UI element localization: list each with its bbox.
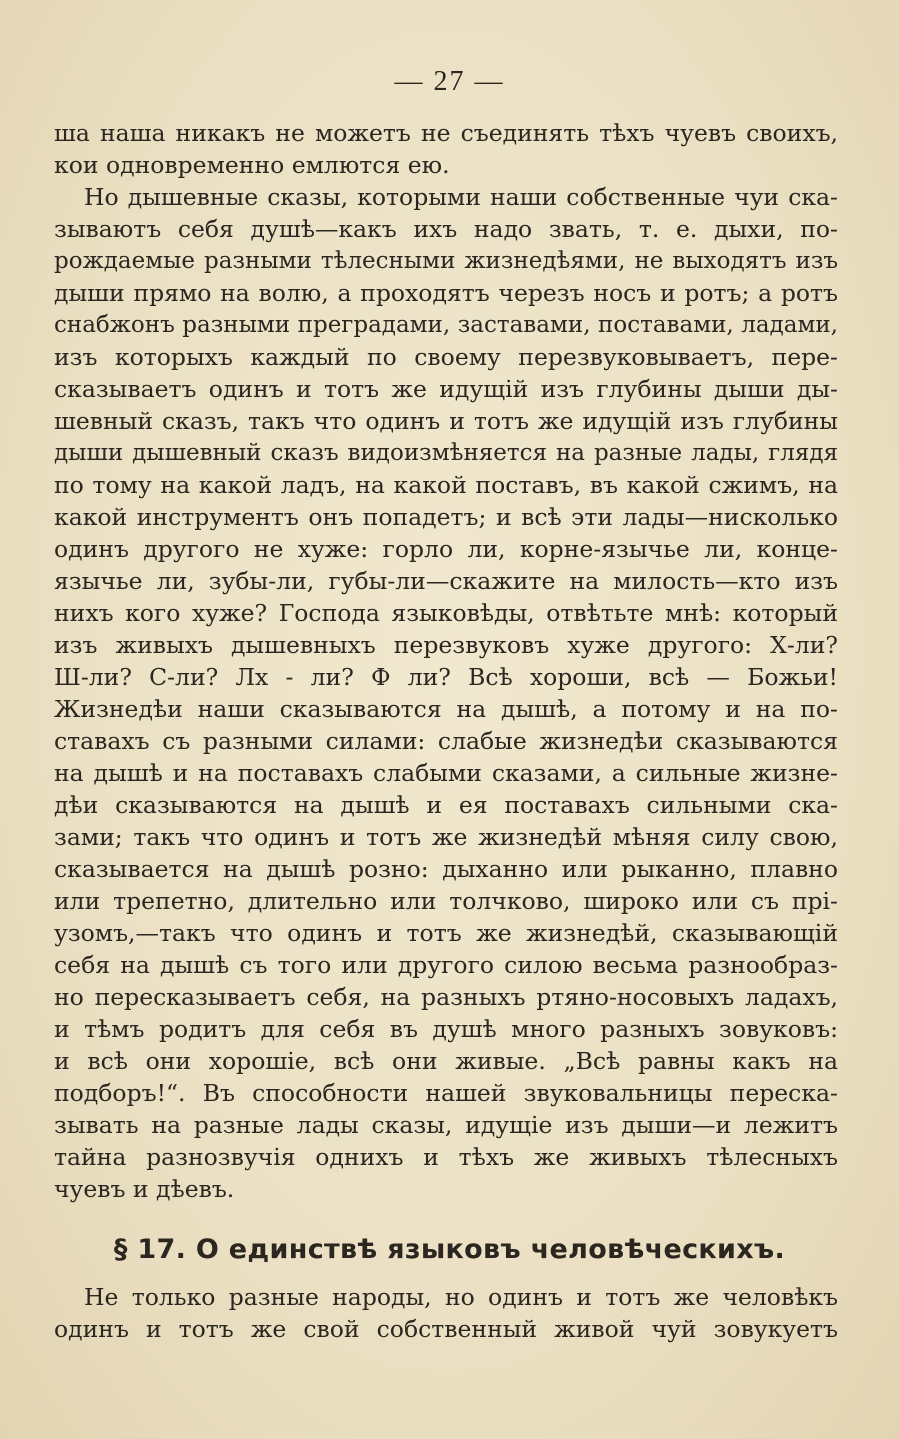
text-line: но пересказываетъ себя, на разныхъ ртяно-носовыхъ ладахъ, (54, 983, 838, 1011)
text-line: себя на дышѣ съ того или другого силою весьма разнообраз- (54, 951, 838, 979)
text-line: по тому на какой ладъ, на какой поставъ, въ какой сжимъ, на (54, 471, 838, 499)
text-line: тайна разнозвучія однихъ и тѣхъ же живыхъ тѣлесныхъ (54, 1143, 838, 1171)
text-line: Ш-ли? С-ли? Лх - ли? Ф ли? Всѣ хороши, всѣ — Божьи! (54, 663, 838, 691)
text-line: чуевъ и дѣевъ. (54, 1175, 235, 1203)
text-line: и тѣмъ родитъ для себя въ душѣ много разныхъ зовуковъ: (54, 1015, 838, 1043)
text-line: одинъ и тотъ же свой собственный живой чуй зовукуетъ (54, 1315, 838, 1343)
text-line: какой инструментъ онъ попадетъ; и всѣ эти лады—нисколько (54, 503, 838, 531)
text-line: изъ живыхъ дышевныхъ перезвуковъ хуже другого: Х-ли? (54, 631, 838, 659)
section-heading: § 17. О единствѣ языковъ человѣческихъ. (113, 1234, 786, 1265)
text-line: язычье ли, зубы-ли, губы-ли—скажите на милость—кто изъ (54, 567, 838, 595)
text-line: шевный сказъ, такъ что одинъ и тотъ же идущій изъ глубины (54, 407, 838, 435)
text-line: дыши прямо на волю, а проходятъ черезъ носъ и ротъ; а ротъ (54, 279, 838, 307)
page-number: — 27 — (394, 66, 505, 97)
text-line: снабжонъ разными преградами, заставами, поставами, ладами, (54, 312, 838, 338)
text-line: сказываетъ одинъ и тотъ же идущій изъ глубины дыши ды- (54, 375, 838, 403)
text-line: на дышѣ и на поставахъ слабыми сказами, а сильные жизне- (54, 759, 838, 787)
text-line: ставахъ съ разными силами: слабые жизнедѣи сказываются (54, 727, 838, 755)
text-line: ша наша никакъ не можетъ не съединять тѣхъ чуевъ своихъ, (54, 119, 838, 147)
text-line: или трепетно, длительно или толчково, широко или съ прі- (54, 887, 838, 915)
text-line: рождаемые разными тѣлесными жизнедѣями, не выходятъ изъ (54, 248, 838, 274)
text-line: зывать на разные лады сказы, идущіе изъ дыши—и лежитъ (54, 1111, 838, 1139)
text-line: кои одновременно емлются ею. (54, 151, 450, 179)
text-line: сказывается на дышѣ розно: дыханно или рыканно, плавно (54, 855, 838, 883)
text-line: дыши дышевный сказъ видоизмѣняется на разные лады, глядя (54, 440, 838, 466)
text-line: нихъ кого хуже? Господа языковѣды, отвѣтьте мнѣ: который (54, 599, 838, 627)
text-line: дѣи сказываются на дышѣ и ея поставахъ сильными ска- (54, 791, 838, 819)
text-line: Но дышевные сказы, которыми наши собственные чуи ска- (84, 183, 838, 211)
body-text (54, 116, 838, 1216)
text-line: зываютъ себя душѣ—какъ ихъ надо звать, т. е. дыхи, по- (54, 215, 838, 243)
text-line: подборъ!“. Въ способности нашей звуковальницы переска- (54, 1079, 838, 1107)
text-line: зами; такъ что одинъ и тотъ же жизнедѣй мѣняя силу свою, (54, 823, 838, 851)
text-line: и всѣ они хорошіе, всѣ они живые. „Всѣ равны какъ на (54, 1047, 838, 1075)
text-line: одинъ другого не хуже: горло ли, корне-язычье ли, конце- (54, 535, 838, 563)
text-line: изъ которыхъ каждый по своему перезвуковываетъ, пере- (54, 343, 838, 371)
section-text (54, 1280, 838, 1360)
text-line: узомъ,—такъ что одинъ и тотъ же жизнедѣй, сказывающій (54, 919, 838, 947)
text-line: Не только разные народы, но одинъ и тотъ же человѣкъ (84, 1283, 838, 1311)
text-line: Жизнедѣи наши сказываются на дышѣ, а потому и на по- (54, 695, 838, 723)
